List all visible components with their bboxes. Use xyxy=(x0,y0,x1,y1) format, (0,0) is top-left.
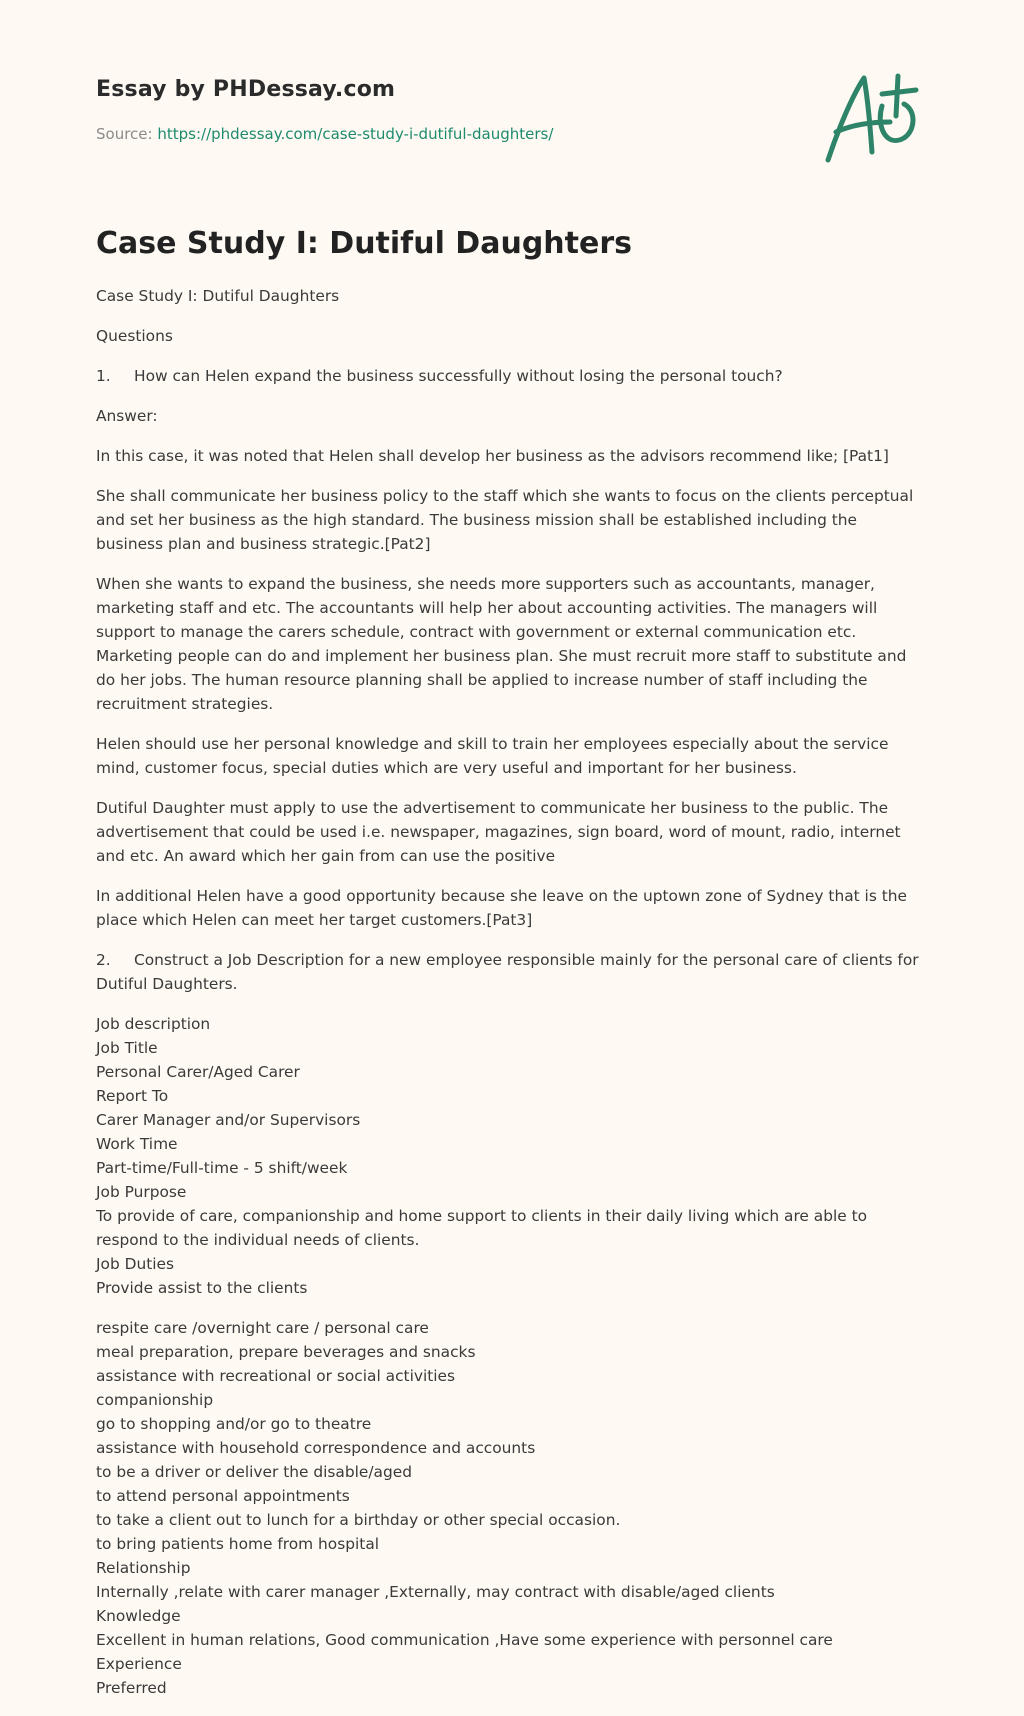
job-line: go to shopping and/or go to theatre xyxy=(96,1415,372,1433)
job-line: to take a client out to lunch for a birthday or other special occasion. xyxy=(96,1511,621,1529)
job-line: Report To xyxy=(96,1087,169,1105)
job-duties-block xyxy=(96,1316,928,1700)
job-line: Job Purpose xyxy=(96,1183,187,1201)
job-line: Excellent in human relations, Good communication ,Have some experience with personnel care xyxy=(96,1631,833,1649)
source-link[interactable]: https://phdessay.com/case-study-i-dutiful-daughters/ xyxy=(157,125,554,143)
job-line: meal preparation, prepare beverages and snacks xyxy=(96,1343,476,1361)
questions-label: Questions xyxy=(96,327,173,345)
job-line: Internally ,relate with carer manager ,Externally, may contract with disable/aged clients xyxy=(96,1583,775,1601)
job-line: assistance with household correspondence and accounts xyxy=(96,1439,536,1457)
document-title: Case Study I: Dutiful Daughters xyxy=(96,226,632,261)
question-2 xyxy=(96,948,928,996)
answer-paragraph: She shall communicate her business policy to the staff which she wants to focus on the clients perceptual and set her business as the high standard. The business mission shall be established including the business plan and business strategic.[Pat2] xyxy=(96,487,914,553)
question-text: Construct a Job Description for a new employee responsible mainly for the personal care of clients for Dutiful Daughters. xyxy=(96,951,919,993)
question-text: How can Helen expand the business successfully without losing the personal touch? xyxy=(134,367,783,385)
job-line: Part-time/Full-time - 5 shift/week xyxy=(96,1159,348,1177)
job-line: To provide of care, companionship and home support to clients in their daily living which are able to respond to the individual needs of clients. xyxy=(96,1207,868,1249)
job-line: Preferred xyxy=(96,1679,167,1697)
job-line: Work Time xyxy=(96,1135,178,1153)
job-line: Job description xyxy=(96,1015,211,1033)
job-line: Carer Manager and/or Supervisors xyxy=(96,1111,361,1129)
source-label: Source: xyxy=(96,125,153,143)
job-line: assistance with recreational or social activities xyxy=(96,1367,456,1385)
job-line: Job Title xyxy=(96,1039,158,1057)
answer-label: Answer: xyxy=(96,407,158,425)
job-description-block xyxy=(96,1012,928,1300)
job-line: Personal Carer/Aged Carer xyxy=(96,1063,300,1081)
intro-subtitle: Case Study I: Dutiful Daughters xyxy=(96,287,340,305)
job-line: to bring patients home from hospital xyxy=(96,1535,380,1553)
job-line: Experience xyxy=(96,1655,182,1673)
a-plus-logo-icon xyxy=(820,66,930,166)
job-line: Provide assist to the clients xyxy=(96,1279,308,1297)
answer-paragraph: Helen should use her personal knowledge and skill to train her employees especially about the service mind, customer focus, special duties which are very useful and important for her business. xyxy=(96,735,889,777)
header xyxy=(96,76,796,143)
job-line: to attend personal appointments xyxy=(96,1487,350,1505)
question-number: 1. xyxy=(96,367,111,385)
job-line: Job Duties xyxy=(96,1255,175,1273)
answer-paragraph: In additional Helen have a good opportunity because she leave on the uptown zone of Sydney that is the place which Helen can meet her target customers.[Pat3] xyxy=(96,887,908,929)
document-body xyxy=(96,284,928,1716)
answer-paragraph: In this case, it was noted that Helen shall develop her business as the advisors recommend like; [Pat1] xyxy=(96,447,889,465)
job-line: respite care /overnight care / personal care xyxy=(96,1319,429,1337)
question-number: 2. xyxy=(96,951,111,969)
job-line: Relationship xyxy=(96,1559,191,1577)
question-1 xyxy=(96,364,928,388)
answer-paragraph: Dutiful Daughter must apply to use the advertisement to communicate her business to the public. The advertisement that could be used i.e. newspaper, magazines, sign board, word of mount, radio, internet and etc. An award which her gain from can use the positive xyxy=(96,799,901,865)
job-line: to be a driver or deliver the disable/aged xyxy=(96,1463,412,1481)
source-line xyxy=(96,124,553,144)
site-title: Essay by PHDessay.com xyxy=(96,77,396,102)
job-line: Knowledge xyxy=(96,1607,181,1625)
answer-paragraph: When she wants to expand the business, she needs more supporters such as accountants, manager, marketing staff and etc. The accountants will help her about accounting activities. The managers will support to manage the carers schedule, contract with government or external communication etc. Marketing people can do and implement her business plan. She must recruit more staff to substitute and do her jobs. The human resource planning shall be applied to increase number of staff including the recruitment strategies. xyxy=(96,575,907,713)
job-line: companionship xyxy=(96,1391,214,1409)
